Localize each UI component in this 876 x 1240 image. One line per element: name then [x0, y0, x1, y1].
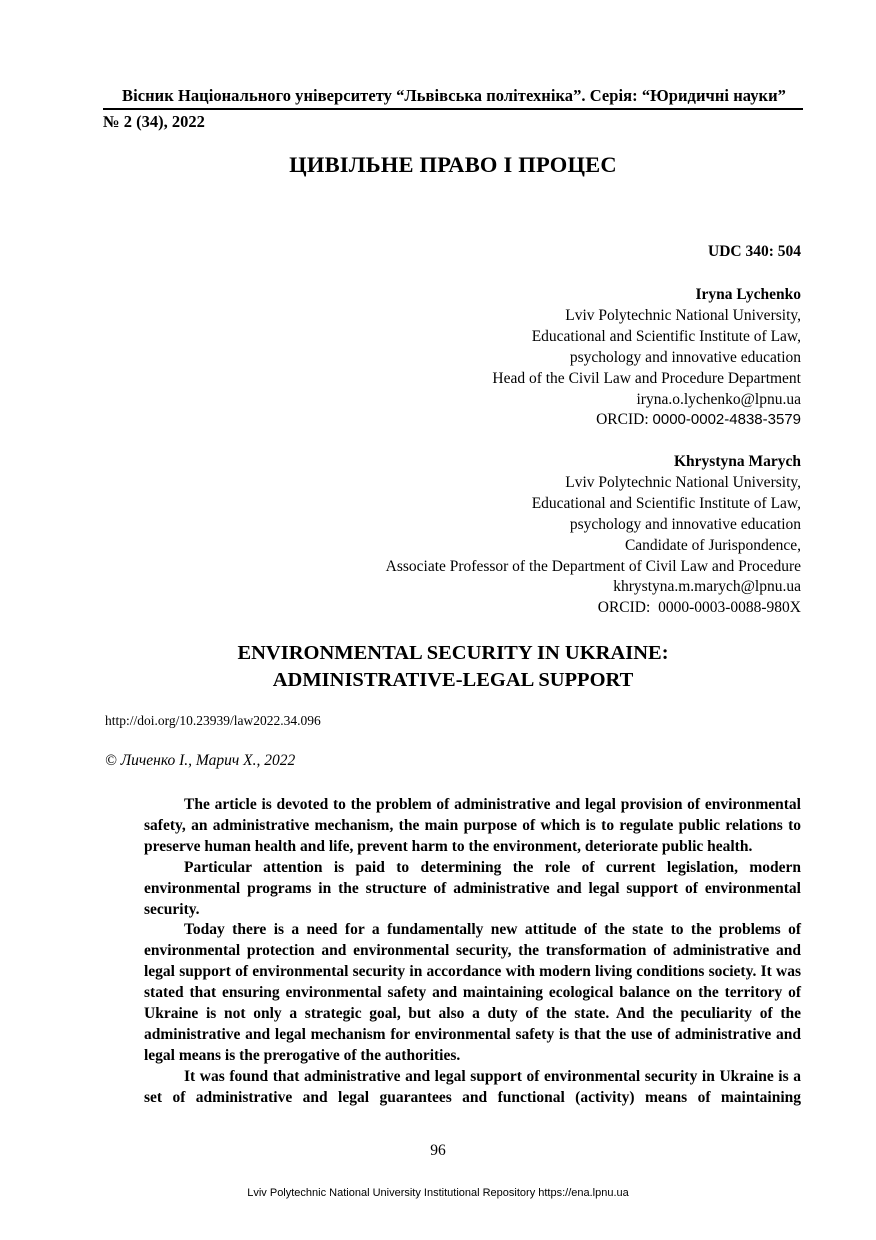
author-affiliation-line: Candidate of Jurispondence,: [624, 536, 801, 554]
author-affiliation-line: psychology and innovative education: [569, 348, 801, 366]
author-affiliation-line: Head of the Civil Law and Procedure Department: [492, 369, 801, 387]
orcid-label: ORCID:: [597, 599, 659, 617]
abstract-paragraph: Today there is a need for a fundamentally new attitude of the state to the problems of environmental protection and environmental security, the transformation of administrative and legal support of environmental security in accordance with modern living conditions society. It was stated that ensuring environmental safety and maintaining ecological balance on the territory of Ukraine is not only a strategic goal, but also a duty of the state. And the peculiarity of the administrative and legal mechanism for environmental safety is that the use of administrative and legal means is the prerogative of the authorities.: [144, 921, 801, 1064]
abstract: [144, 795, 801, 1109]
orcid-id[interactable]: 0000-0003-0088-980X: [658, 599, 801, 617]
section-heading: ЦИВІЛЬНЕ ПРАВО І ПРОЦЕС: [289, 152, 617, 177]
author-affiliation-line: Lviv Polytechnic National University,: [565, 306, 801, 324]
author-orcid: [492, 410, 801, 431]
author-affiliation-line: Educational and Scientific Institute of Law,: [531, 327, 801, 345]
abstract-paragraph: The article is devoted to the problem of administrative and legal provision of environmental safety, an administrative mechanism, the main purpose of which is to regulate public relations to preserve human health and life, prevent harm to the environment, deteriorate public health.: [144, 796, 801, 855]
header-divider: [103, 108, 803, 110]
author-affiliation-line: Associate Professor of the Department of Civil Law and Procedure: [385, 557, 801, 575]
author-name: Iryna Lychenko: [695, 286, 801, 303]
author-affiliation-line: Educational and Scientific Institute of Law,: [531, 494, 801, 512]
author-block-2: [386, 452, 801, 619]
author-email[interactable]: iryna.o.lychenko@lpnu.ua: [636, 390, 801, 408]
doi-link[interactable]: http://doi.org/10.23939/law2022.34.096: [105, 713, 321, 728]
author-affiliation-line: psychology and innovative education: [569, 515, 801, 533]
repository-footer: Lviv Polytechnic National University Institutional Repository https://ena.lpnu.ua: [247, 1187, 629, 1199]
page-number: 96: [430, 1142, 446, 1159]
article-title-line: ENVIRONMENTAL SECURITY IN UKRAINE:: [237, 642, 669, 664]
author-name: Khrystyna Marych: [673, 453, 801, 470]
article-title-line: ADMINISTRATIVE-LEGAL SUPPORT: [272, 669, 634, 691]
author-email[interactable]: khrystyna.m.marych@lpnu.ua: [613, 578, 801, 596]
orcid-label: ORCID:: [596, 411, 653, 429]
issue-number: № 2 (34), 2022: [103, 112, 205, 131]
abstract-paragraph: Particular attention is paid to determining the role of current legislation, modern environmental programs in the structure of administrative and legal support of environmental security.: [144, 858, 801, 918]
author-block-1: [492, 285, 801, 431]
journal-title: Вісник Національного університету “Львівська політехніка”. Серія: “Юридичні науки”: [122, 86, 786, 105]
author-orcid: [386, 598, 801, 619]
abstract-paragraph: It was found that administrative and legal support of environmental security in Ukraine is a set of administrative and legal guarantees and functional (activity) means of maintaining: [144, 1067, 801, 1106]
udc-code: UDC 340: 504: [708, 243, 801, 260]
article-title: [0, 640, 876, 694]
copyright-notice: © Личенко І., Марич Х., 2022: [105, 752, 296, 769]
author-affiliation-line: Lviv Polytechnic National University,: [565, 473, 801, 491]
orcid-id[interactable]: 0000-0002-4838-3579: [652, 411, 801, 429]
